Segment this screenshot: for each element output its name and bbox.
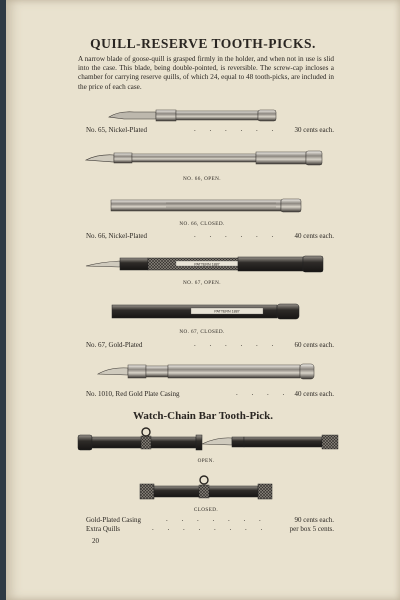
toothpick-no65-illustration — [109, 110, 276, 121]
price-row-no1010 — [86, 390, 334, 400]
price-leader-dots: . . . . . . — [194, 125, 280, 133]
price-label: No. 1010, Red Gold Plate Casing — [86, 390, 180, 398]
price-value: 30 cents each. — [294, 126, 334, 134]
price-value: 40 cents each. — [294, 390, 334, 398]
price-leader-dots: . . . . . . — [194, 340, 280, 348]
price-label: Gold-Plated Casing — [86, 516, 142, 524]
price-leader-dots: . . . . — [236, 389, 291, 397]
catalog-page — [6, 0, 400, 600]
caption-watch-chain-closed: CLOSED. — [193, 507, 219, 513]
price-leader-dots: . . . . . . — [194, 231, 280, 239]
price-row-no66 — [86, 232, 334, 242]
caption-no66-closed: NO. 66, CLOSED. — [179, 221, 225, 227]
price-leader-dots: . . . . . . . — [166, 515, 267, 523]
price-label: No. 65, Nickel-Plated — [86, 126, 148, 134]
price-row-no65 — [86, 126, 334, 136]
price-label: No. 66, Nickel-Plated — [86, 232, 148, 240]
price-row-no67 — [86, 341, 334, 351]
engraving-no67-closed: PATTERN 1887 — [214, 309, 240, 314]
price-value: 90 cents each. — [294, 516, 334, 524]
toothpick-no67-closed-illustration — [112, 304, 299, 319]
toothpick-no67-open-illustration — [86, 256, 323, 272]
watch-chain-pick-illustration — [202, 435, 338, 449]
page-number: 20 — [92, 537, 99, 545]
section-subtitle: Watch-Chain Bar Tooth-Pick. — [132, 410, 274, 422]
toothpick-no66-closed-illustration — [111, 199, 301, 212]
page-title: QUILL-RESERVE TOOTH-PICKS. — [90, 36, 316, 51]
price-value: 40 cents each. — [294, 232, 334, 240]
price-row-extra-quills — [86, 525, 334, 535]
caption-no67-closed: NO. 67, CLOSED. — [179, 329, 225, 335]
watch-chain-closed-illustration — [140, 476, 272, 499]
toothpick-no66-open-illustration — [86, 151, 322, 165]
caption-no66-open: NO. 66, OPEN. — [183, 176, 221, 182]
toothpick-no1010-illustration — [98, 364, 314, 379]
price-leader-dots: . . . . . . . . — [152, 524, 269, 532]
caption-watch-chain-open: OPEN. — [197, 458, 215, 464]
intro-paragraph: A narrow blade of goose-quill is grasped firmly in the holder, and when not in use is slid into the case. This blade, being double-pointed, is reversible. The screw-cap incloses a chamber for carrying reserve quills, of which 24, equal to 48 tooth-picks, are included in the price of each case. — [78, 55, 334, 91]
price-value: 60 cents each. — [294, 341, 334, 349]
illustrations — [6, 0, 400, 600]
price-label: Extra Quills — [86, 525, 121, 533]
watch-chain-case-illustration — [78, 428, 202, 450]
price-label: No. 67, Gold-Plated — [86, 341, 143, 349]
engraving-no67-open: PATTERN 1887 — [194, 262, 220, 267]
caption-no67-open: NO. 67, OPEN. — [183, 280, 221, 286]
price-value: per box 5 cents. — [289, 525, 334, 533]
